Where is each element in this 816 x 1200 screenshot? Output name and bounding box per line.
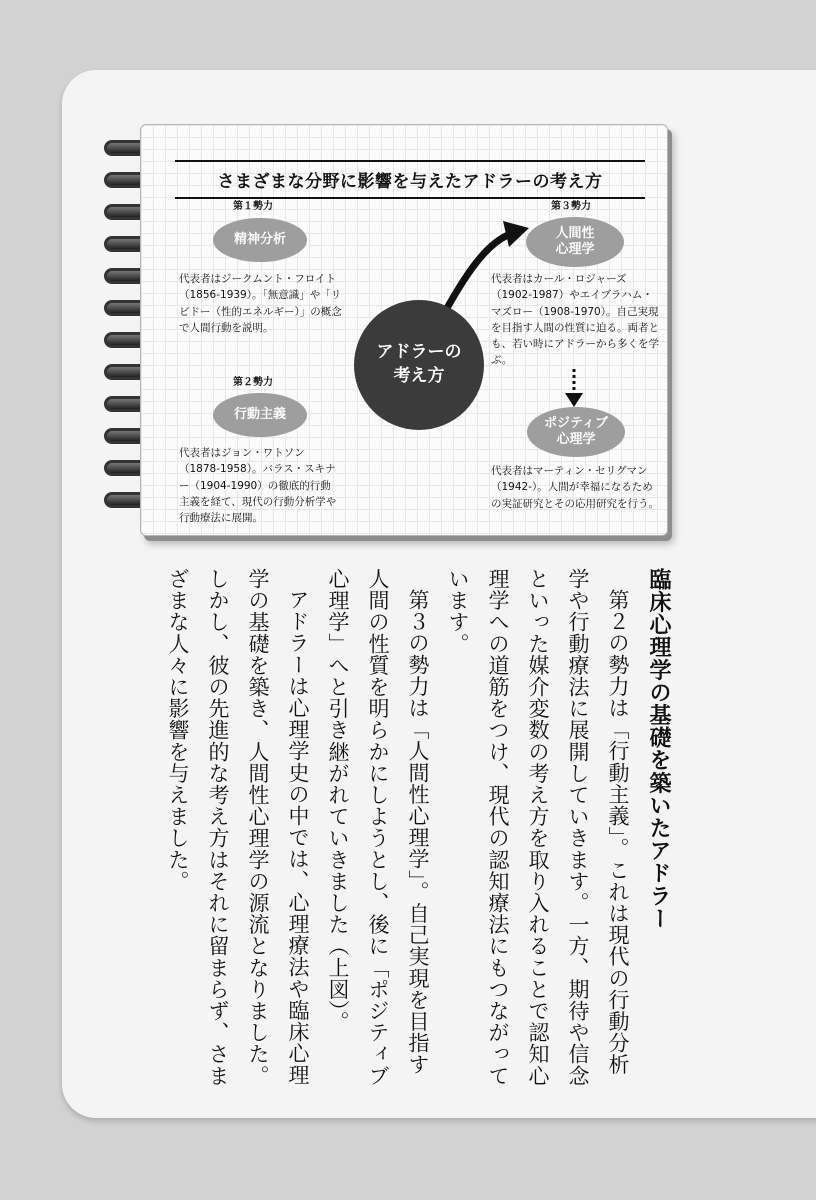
- force3-ellipse: 人間性 心理学: [526, 217, 624, 267]
- article-heading: 臨床心理学の基礎を築いたアドラー: [646, 568, 671, 930]
- force1-label: 第１勢力: [233, 201, 273, 212]
- force3-description: 代表者はカール・ロジャーズ（1902-1987）やエイブラハム・マズロー（1908-1970）。自己実現を目指す人間の性質に迫る。両者とも、若い時にアドラーから多くを学ぶ。: [491, 273, 659, 367]
- article-paragraph-1: 第２の勢力は「行動主義」。これは現代の行動分析学や行動療法に展開していきます。一方、期待や信念といった媒介変数の考え方を取り入れることで認知心理学への道筋をつけ、現代の認知療法にもつながっています。: [446, 568, 630, 1087]
- force3-label: 第３勢力: [551, 201, 591, 212]
- positive-psychology-ellipse: ポジティブ 心理学: [527, 407, 625, 457]
- force2-ellipse: 行動主義: [213, 393, 307, 437]
- center-circle: アドラーの 考え方: [354, 300, 484, 430]
- article-paragraph-2: 第３の勢力は「人間性心理学」。自己実現を目指す人間の性質を明らかにしようとし、後に「ポジティブ心理学」へと引き継がれていきました（上図）。: [326, 568, 430, 1087]
- force1-ellipse: 精神分析: [213, 218, 307, 262]
- article-body: [158, 568, 678, 1088]
- force2-label: 第２勢力: [233, 377, 273, 388]
- force2-description: 代表者はジョン・ワトソン（1878-1958）。バラス・スキナー（1904-1990）の徹底的行動主義を経て、現代の行動分析学や行動療法に展開。: [179, 447, 337, 525]
- diagram-notebook: [140, 124, 668, 536]
- positive-psychology-description: 代表者はマーティン・セリグマン（1942-）。人間が幸福になるための実証研究とその応用研究を行う。: [491, 465, 659, 510]
- dotted-arrow-head: [565, 393, 583, 407]
- force1-description: 代表者はジークムント・フロイト（1856-1939）。「無意識」や「リビドー（性的エネルギー）」の概念で人間行動を説明。: [179, 273, 342, 334]
- diagram-title: さまざまな分野に影響を与えたアドラーの考え方: [175, 160, 645, 199]
- article-paragraph-3: アドラーは心理学史の中では、心理療法や臨床心理学の基礎を築き、人間性心理学の源流となりました。しかし、彼の先進的な考え方はそれに留まらず、さまざまな人々に影響を与えました。: [166, 568, 310, 1087]
